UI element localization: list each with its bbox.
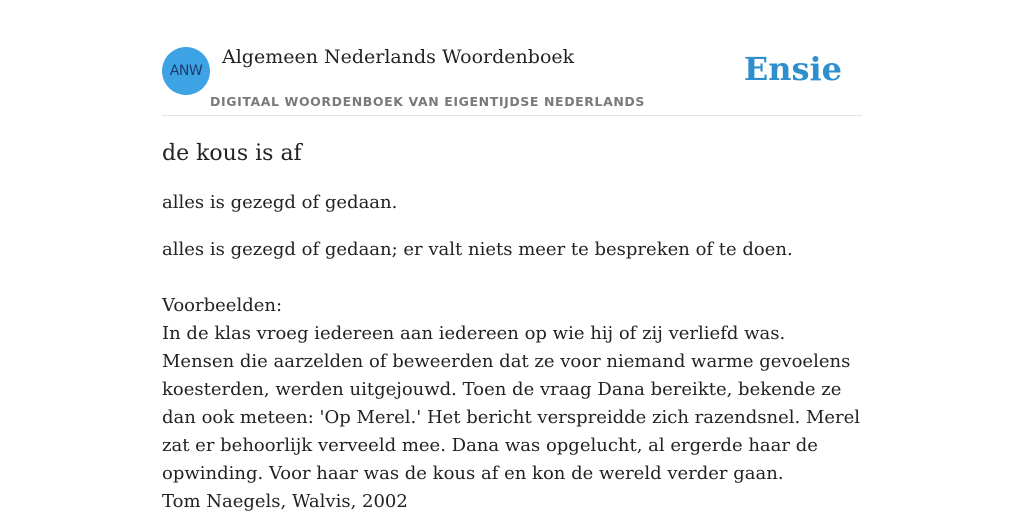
anw-logo-text: ANW bbox=[169, 63, 203, 79]
header bbox=[162, 40, 862, 116]
entry-headword: de kous is af bbox=[162, 141, 302, 166]
site-subtitle: DIGITAAL WOORDENBOEK VAN EIGENTIJDSE NEDERLANDS bbox=[210, 94, 646, 109]
anw-logo[interactable] bbox=[162, 47, 210, 95]
entry-short-definition: alles is gezegd of gedaan. bbox=[162, 192, 398, 213]
entry-long-definition: alles is gezegd of gedaan; er valt niets meer te bespreken of te doen. bbox=[162, 239, 793, 260]
entry-content bbox=[162, 138, 862, 512]
ensie-brand-logo[interactable]: Ensie bbox=[743, 50, 842, 88]
header-divider bbox=[162, 115, 862, 116]
example-text: In de klas vroeg iedereen aan iedereen op wie hij of zij verliefd was. Mensen die aarzelden of beweerden dat ze voor niemand warme gevoelens koesterden, werden uitgejouwd. Toen de vraag Dana bereikte, bekende ze dan ook meteen: 'Op Merel.' Het bericht verspreidde zich razendsnel. Merel zat er behoorlijk verveeld mee. Dana was opgelucht, al ergerde haar de opwinding. Voor haar was de kous af en kon de wereld verder gaan. bbox=[162, 323, 861, 484]
example-source: Tom Naegels, Walvis, 2002 bbox=[162, 491, 408, 512]
examples-label: Voorbeelden: bbox=[162, 295, 283, 316]
site-title[interactable]: Algemeen Nederlands Woordenboek bbox=[222, 46, 575, 68]
